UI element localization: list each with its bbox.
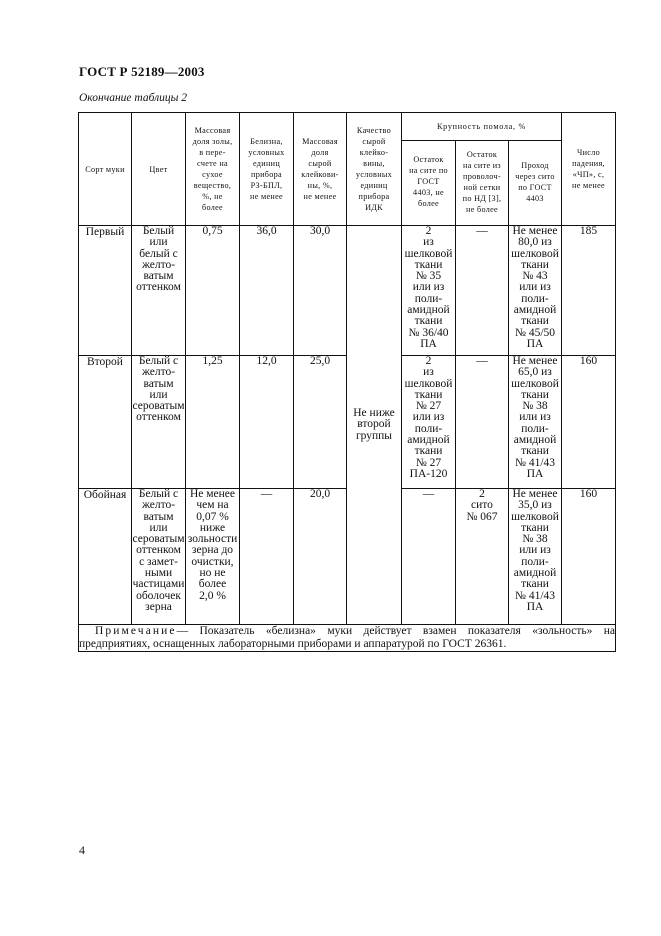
header-falling-number: Число падения, «ЧП», с, не менее	[562, 113, 616, 226]
header-gluten: Массовая доля сырой клейкови- ны, %, не менее	[294, 113, 347, 226]
cell-ash: 1,25	[186, 356, 240, 489]
cell-grind-residue-wire: —	[456, 356, 509, 489]
cell-grind-passage: Не менее 35,0 из шелковой ткани № 38 или из поли- амидной ткани № 41/43 ПА	[509, 489, 562, 625]
table-note-row	[79, 625, 616, 652]
cell-color: Белый с желто- ватым или сероватым оттенком с замет- ными частицами оболочек зерна	[132, 489, 186, 625]
note-text: — Показатель «белизна» муки действует взамен показателя «зольность» на предприятиях, оснащенных лабораторными приборами и аппаратурой по ГОСТ 26361.	[79, 625, 616, 650]
table-caption: Окончание таблицы 2	[79, 92, 187, 104]
cell-ash: Не менее чем на 0,07 % ниже зольности зерна до очистки, но не более 2,0 %	[186, 489, 240, 625]
cell-whiteness: —	[240, 489, 294, 625]
cell-falling-number: 185	[562, 226, 616, 356]
table-row	[79, 226, 616, 356]
table-note	[79, 625, 616, 652]
header-ash: Массовая доля золы, в пере- счете на сухое вещество, %, не более	[186, 113, 240, 226]
cell-grind-residue-wire: —	[456, 226, 509, 356]
document-header: ГОСТ Р 52189—2003	[79, 64, 205, 79]
cell-color: Белый с желто- ватым или сероватым оттенком	[132, 356, 186, 489]
header-grind-residue-gost: Остаток на сите по ГОСТ 4403, не более	[402, 141, 456, 226]
cell-grind-passage: Не менее 65,0 из шелковой ткани № 38 или из поли- амидной ткани № 41/43 ПА	[509, 356, 562, 489]
note-label: Примечание	[95, 625, 177, 637]
cell-sort: Первый	[79, 226, 132, 356]
header-whiteness: Белизна, условных единиц прибора РЗ-БПЛ, не менее	[240, 113, 294, 226]
cell-whiteness: 36,0	[240, 226, 294, 356]
cell-falling-number: 160	[562, 356, 616, 489]
cell-gluten: 30,0	[294, 226, 347, 356]
cell-sort: Второй	[79, 356, 132, 489]
cell-grind-residue-gost: 2 из шелковой ткани № 35 или из поли- амидной ткани № 36/40 ПА	[402, 226, 456, 356]
header-sort: Сорт муки	[79, 113, 132, 226]
cell-grind-passage: Не менее 80,0 из шелковой ткани № 43 или из поли- амидной ткани № 45/50 ПА	[509, 226, 562, 356]
header-grind-size: Крупность помола, %	[402, 113, 562, 141]
cell-grind-residue-wire: 2 сито № 067	[456, 489, 509, 625]
flour-quality-table	[78, 112, 616, 652]
cell-grind-residue-gost: 2 из шелковой ткани № 27 или из поли- амидной ткани № 27 ПА-120	[402, 356, 456, 489]
cell-gluten: 20,0	[294, 489, 347, 625]
cell-color: Белый или белый с желто- ватым оттенком	[132, 226, 186, 356]
cell-grind-residue-gost: —	[402, 489, 456, 625]
header-gluten-quality: Качество сырой клейко- вины, условных единиц прибора ИДК	[347, 113, 402, 226]
header-grind-passage: Проход через сито по ГОСТ 4403	[509, 141, 562, 226]
cell-gluten: 25,0	[294, 356, 347, 489]
header-color: Цвет	[132, 113, 186, 226]
cell-whiteness: 12,0	[240, 356, 294, 489]
cell-ash: 0,75	[186, 226, 240, 356]
page-number: 4	[79, 843, 85, 857]
cell-sort: Обойная	[79, 489, 132, 625]
cell-falling-number: 160	[562, 489, 616, 625]
header-grind-residue-wire: Остаток на сите из проволоч- ной сетки по НД [3], не более	[456, 141, 509, 226]
cell-gluten-quality: Не ниже второй группы	[347, 226, 402, 625]
